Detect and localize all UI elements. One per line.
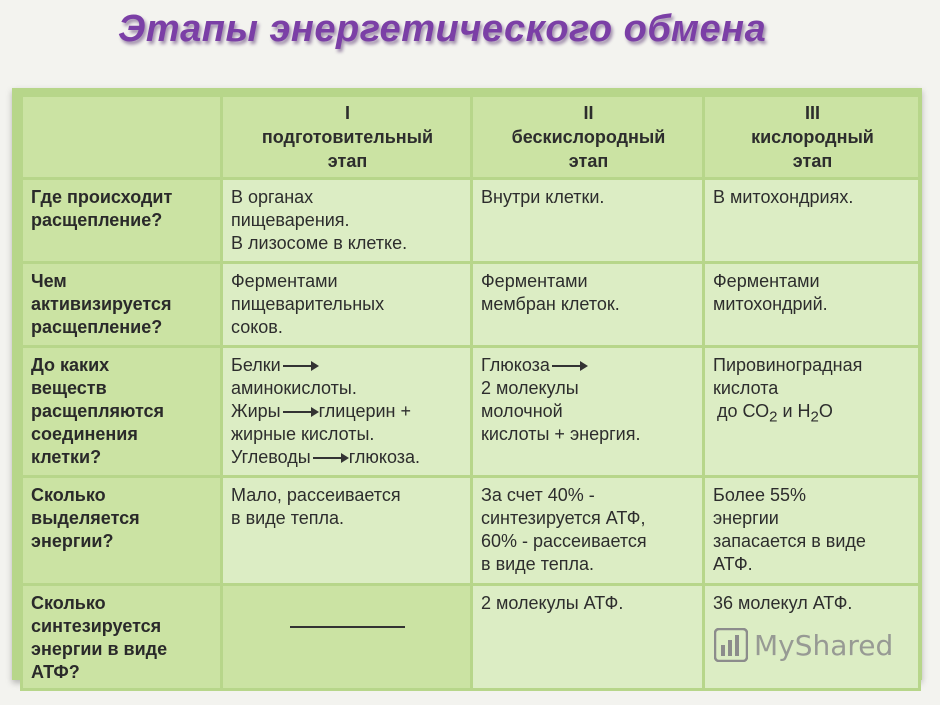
cell-line: кислоты + энергия. [481,424,641,444]
cell-line: молочной [481,401,563,421]
cell: За счет 40% - синтезируется АТФ, 60% - рассеивается в виде тепла. [472,477,704,585]
cell: 36 молекул АТФ. [704,585,920,690]
energy-exchange-table [20,94,921,691]
cell: В митохондриях. [704,179,920,263]
arrow-icon [283,365,317,367]
chart-icon [714,628,748,662]
cell: Мало, рассеивается в виде тепла. [222,477,472,585]
watermark-logo [714,628,893,662]
cell: Ферментами пищеварительных соков. [222,263,472,347]
row-question: Сколько выделяется энергии? [22,477,222,585]
cell-line: аминокислоты. [231,378,357,398]
arrow-icon [283,411,317,413]
header-stage-2: II бескислородный этап [472,96,704,179]
cell-line: 2 молекулы [481,378,579,398]
dash-line [290,626,405,628]
arrow-icon [552,365,586,367]
cell-line: Жиры глицерин + [231,401,411,421]
watermark-text: MyShared [754,628,894,662]
cell-line: Углеводы глюкоза. [231,447,421,467]
cell: Внутри клетки. [472,179,704,263]
row-question: Сколько синтезируется энергии в виде АТФ? [22,585,222,690]
cell: Ферментами митохондрий. [704,263,920,347]
cell-line: Белки [231,354,464,377]
cell: В органах пищеварения. В лизосоме в клетке. [222,179,472,263]
header-stage-3: III кислородный этап [704,96,920,179]
header-row [22,96,920,179]
table-row [22,179,920,263]
cell-line: кислота [713,378,779,398]
table-row [22,263,920,347]
cell: 2 молекулы АТФ. [472,585,704,690]
table-row [22,477,920,585]
cell-line: до $СО_2$ и $Н_2О$ [717,401,833,426]
header-stage-1: I подготовительный этап [222,96,472,179]
cell-empty [222,585,472,690]
arrow-icon [313,457,347,459]
cell-line: жирные кислоты. [231,424,375,444]
row-question: Чем активизируется расщепление? [22,263,222,347]
cell [704,347,920,477]
table-row [22,347,920,477]
cell: Более 55% энергии запасается в виде АТФ. [704,477,920,585]
page-title: Этапы энергетического обмена [118,8,767,50]
row-question: Где происходит расщепление? [22,179,222,263]
cell-line: Глюкоза [481,354,696,377]
cell [472,347,704,477]
cell: Ферментами мембран клеток. [472,263,704,347]
cell [222,347,472,477]
row-question: До каких веществ расщепляются соединения клетки? [22,347,222,477]
header-corner [22,96,222,179]
cell-line: Пировиноградная [713,355,863,375]
